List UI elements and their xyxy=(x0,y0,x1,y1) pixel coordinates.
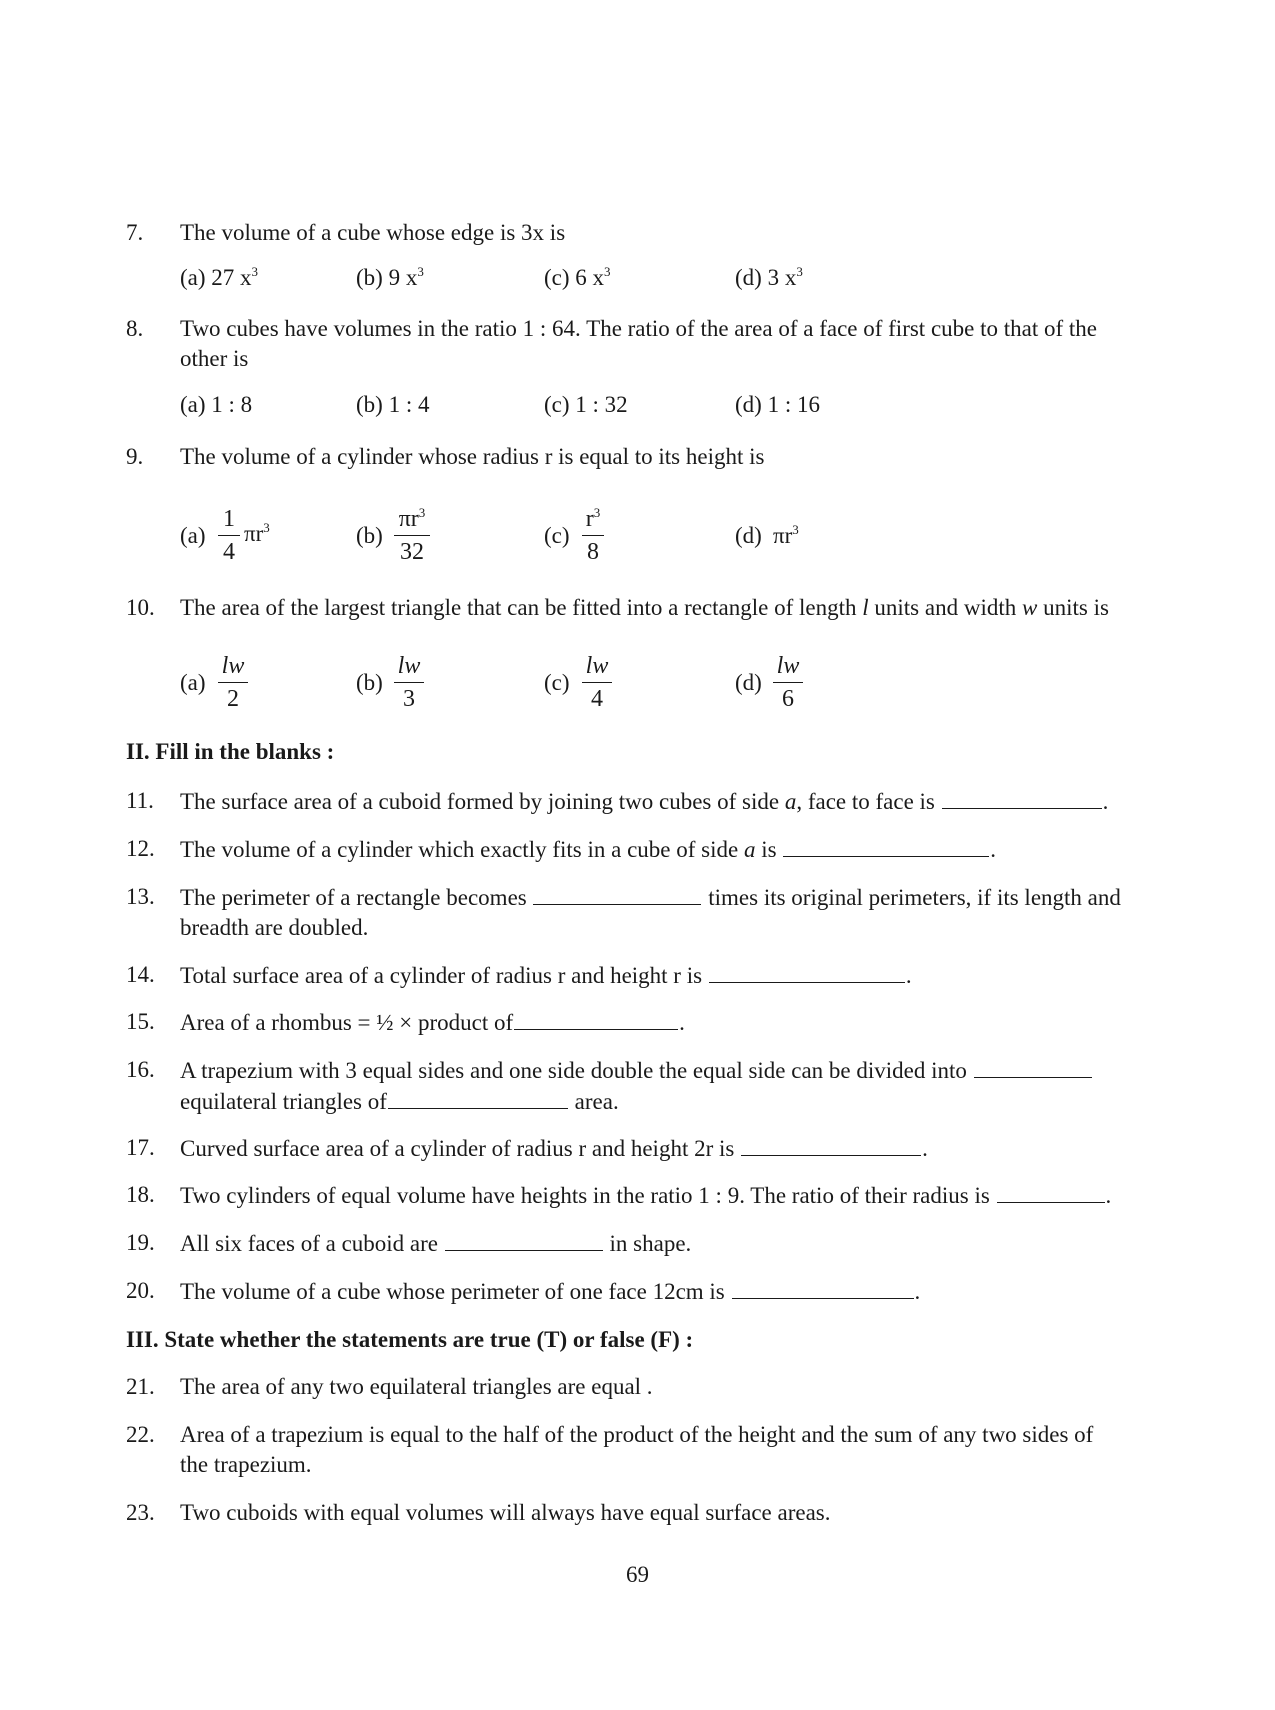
answer-blank xyxy=(942,786,1102,809)
question-text: The area of the largest triangle that can be fitted into a rectangle of length l units and width w units is xyxy=(180,595,1109,620)
option-d: (d) 3 $x^3$ xyxy=(735,264,803,290)
fraction: $\pi r^3$ 32 xyxy=(394,503,430,568)
answer-blank xyxy=(709,960,905,983)
question-number: 8. xyxy=(126,316,144,341)
question-number: 7. xyxy=(126,220,144,245)
section-heading: II. Fill in the blanks : xyxy=(126,739,335,764)
question-number: 9. xyxy=(126,444,144,469)
options-7 xyxy=(180,265,1140,295)
answer-blank xyxy=(732,1276,914,1299)
page-number: 69 xyxy=(626,1562,649,1587)
option-a: (a) 1 : 8 xyxy=(180,392,253,417)
question-text: The volume of a cube whose edge is 3x is xyxy=(180,220,566,245)
answer-blank xyxy=(514,1007,678,1030)
option-c: (c) 6 $x^3$ xyxy=(544,264,611,290)
options-8 xyxy=(180,392,1140,422)
answer-blank xyxy=(388,1086,568,1109)
options-9: (a) 1 4 $\pi r^3$ (b) $\pi r^3$ 32 (c) $r^3$ 8 (d) $\pi r^3$ xyxy=(180,503,1140,573)
answer-blank xyxy=(445,1228,603,1251)
fraction: 1 4 xyxy=(218,503,240,568)
fraction: $r^3$ 8 xyxy=(582,503,604,568)
option-d: (d) 1 : 16 xyxy=(735,392,820,417)
section-heading: III. State whether the statements are true (T) or false (F) : xyxy=(126,1327,694,1352)
answer-blank xyxy=(783,834,989,857)
question-number: 10. xyxy=(126,595,155,620)
answer-blank xyxy=(974,1055,1092,1078)
question-text: Two cubes have volumes in the ratio 1 : 64. The ratio of the area of a face of first cube to that of the other is xyxy=(180,316,1098,371)
answer-blank xyxy=(997,1180,1105,1203)
answer-blank xyxy=(533,882,701,905)
option-a: (a) 27 $x^3$ xyxy=(180,264,259,290)
options-10: (a) lw 2 (b) lw 3 (c) lw 4 (d) lw 6 xyxy=(180,650,1140,720)
option-b: (b) 1 : 4 xyxy=(356,392,430,417)
option-c: (c) 1 : 32 xyxy=(544,392,628,417)
question-text: The volume of a cylinder whose radius r is equal to its height is xyxy=(180,444,765,469)
option-b: (b) 9 $x^3$ xyxy=(356,264,424,290)
answer-blank xyxy=(741,1133,921,1156)
